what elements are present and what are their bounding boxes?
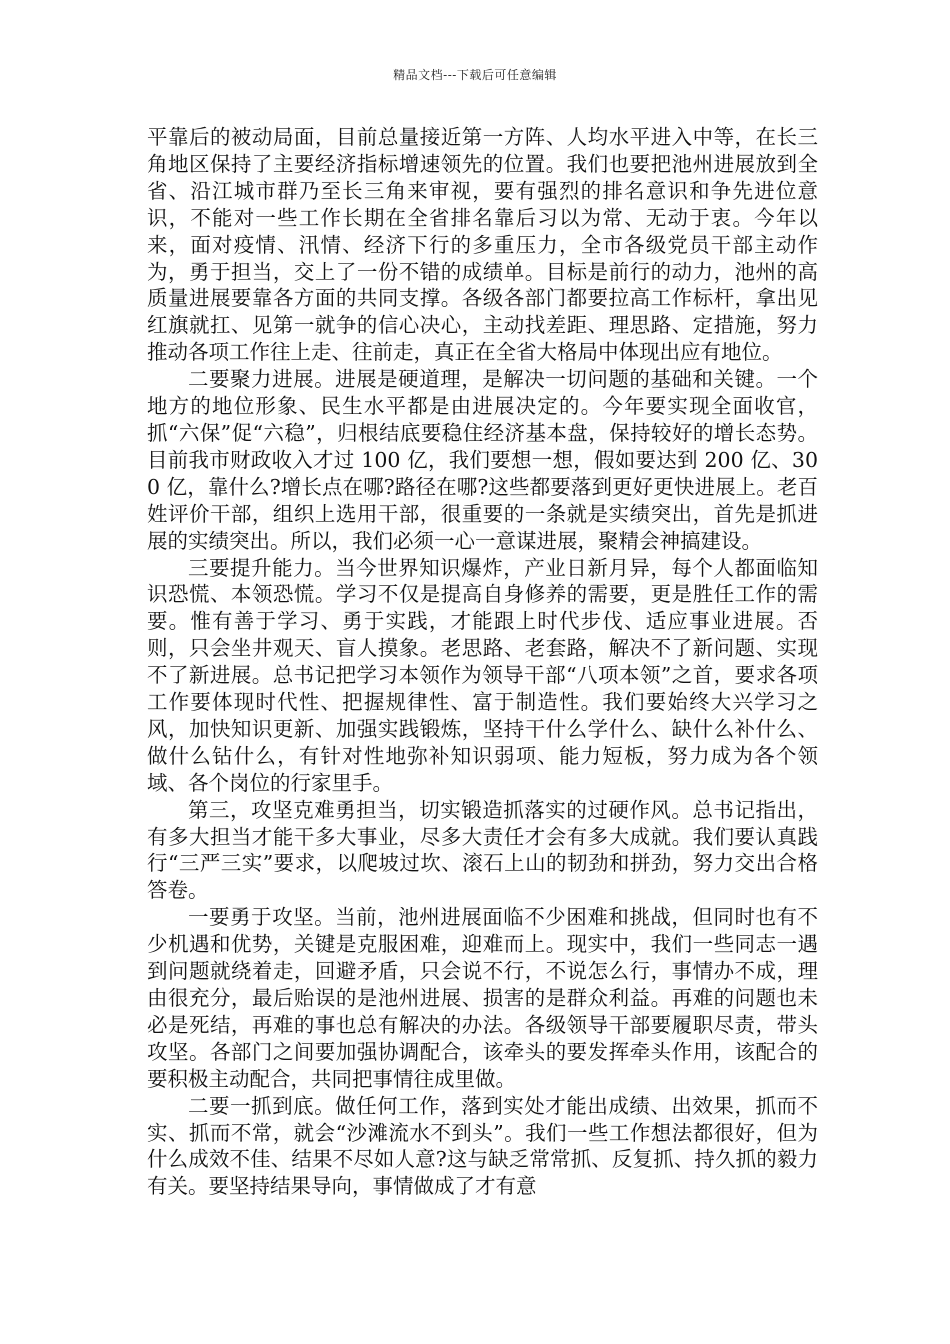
paragraph-5: 一要勇于攻坚。当前，池州进展面临不少困难和挑战，但同时也有不少机遇和优势，关键是克服困难，迎难而上。现实中，我们一些同志一遇到问题就绕着走，回避矛盾，只会说不行，不说怎么行，事情办不成，理由很充分，最后贻误的是池州进展、损害的是群众利益。再难的问题也未必是死结，再难的事也总有解决的办法。各级领导干部要履职尽责，带头攻坚。各部门之间要加强协调配合，该牵头的要发挥牵头作用，该配合的要积极主动配合，共同把事情往成里做。 <box>147 905 818 1091</box>
body-text <box>147 124 818 1200</box>
page-header: 精品文档---下载后可任意编辑 <box>393 68 557 82</box>
paragraph-1: 平靠后的被动局面，目前总量接近第一方阵、人均水平进入中等，在长三角地区保持了主要经济指标增速领先的位置。我们也要把池州进展放到全省、沿江城市群乃至长三角来审视，要有强烈的排名意识和争先进位意识，不能对一些工作长期在全省排名靠后习以为常、无动于衷。今年以来，面对疫情、汛情、经济下行的多重压力，全市各级党员干部主动作为，勇于担当，交上了一份不错的成绩单。目标是前行的动力，池州的高质量进展要靠各方面的共同支撑。各级各部门都要拉高工作标杆，拿出见红旗就扛、见第一就争的信心决心，主动找差距、理思路、定措施，努力推动各项工作往上走、往前走，真正在全省大格局中体现出应有地位。 <box>147 125 818 365</box>
paragraph-3: 三要提升能力。当今世界知识爆炸，产业日新月异，每个人都面临知识恐慌、本领恐慌。学习不仅是提高自身修养的需要，更是胜任工作的需要。惟有善于学习、勇于实践，才能跟上时代步伐、适应事业进展。否则，只会坐井观天、盲人摸象。老思路、老套路，解决不了新问题、实现不了新进展。总书记把学习本领作为领导干部“八项本领”之首，要求各项工作要体现时代性、把握规律性、富于制造性。我们要始终大兴学习之风，加快知识更新、加强实践锻炼，坚持干什么学什么、缺什么补什么、做什么钻什么，有针对性地弥补知识弱项、能力短板，努力成为各个领域、各个岗位的行家里手。 <box>147 555 818 795</box>
paragraph-4: 第三，攻坚克难勇担当，切实锻造抓落实的过硬作风。总书记指出，有多大担当才能干多大事业，尽多大责任才会有多大成就。我们要认真践行“三严三实”要求，以爬坡过坎、滚石上山的韧劲和拼劲，努力交出合格答卷。 <box>147 797 818 903</box>
paragraph-2: 二要聚力进展。进展是硬道理，是解决一切问题的基础和关键。一个地方的地位形象、民生水平都是由进展决定的。今年要实现全面收官，抓“六保”促“六稳”，归根结底要稳住经济基本盘，保持较好的增长态势。目前我市财政收入才过 100 亿，我们要想一想，假如要达到 200 亿、300 亿，靠什么?增长点在哪?路径在哪?这些都要落到更好更快进展上。老百姓评价干部，组织上选用干部，很重要的一条就是实绩突出，首先是抓进展的实绩突出。所以，我们必须一心一意谋进展，聚精会神搞建设。 <box>147 367 818 553</box>
paragraph-6: 二要一抓到底。做任何工作，落到实处才能出成绩、出效果，抓而不实、抓而不常，就会“沙滩流水不到头”。我们一些工作想法都很好，但为什么成效不佳、结果不尽如人意?这与缺乏常常抓、反复抓、持久抓的毅力有关。要坚持结果导向，事情做成了才有意 <box>147 1093 818 1199</box>
